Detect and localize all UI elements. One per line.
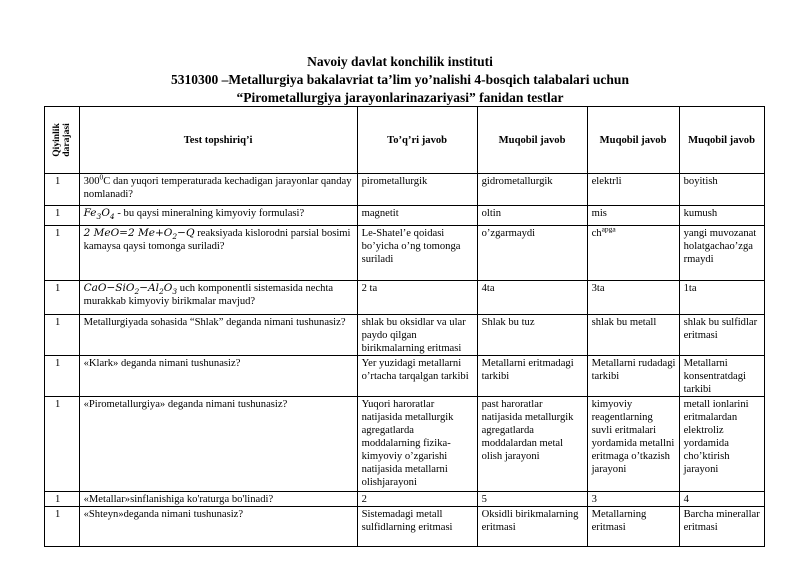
alternative-3-cell: shlak bu sulfidlar eritmasi [679,315,764,356]
alternative-1-cell: o’zgarmaydi [477,226,587,281]
course-title: “Pirometallurgiya jarayonlarinazariyasi” fanidan testlar [236,90,564,105]
alternative-1-cell: 4ta [477,281,587,315]
alternative-2-cell: 3 [587,492,679,507]
correct-answer-cell: Sistemadagi metall sulfidlarning eritmasi [357,507,477,547]
alternative-3-cell: metall ionlarini eritmalardan elektroliz yordamida cho’ktirish jarayoni [679,397,764,492]
level-cell: 1 [45,226,80,281]
alternative-2-cell: elektrli [587,174,679,206]
header-alternative-1: Muqobil javob [477,107,587,174]
level-cell: 1 [45,507,80,547]
table-row [45,174,765,206]
header-task: Test topshiriq’i [79,107,357,174]
correct-answer-cell: Yer yuzidagi metallarni o’rtacha tarqalgan tarkibi [357,356,477,397]
alternative-3-cell: kumush [679,206,764,226]
table-row [45,356,765,397]
header-alternative-2: Muqobil javob [587,107,679,174]
correct-answer-cell: 2 ta [357,281,477,315]
alternative-3-cell: Barcha minerallar eritmasi [679,507,764,547]
table-row [45,226,765,281]
correct-answer-cell: magnetit [357,206,477,226]
alternative-1-cell: past haroratlar natijasida metallurgik agregatlarda moddalardan metal olish jarayoni [477,397,587,492]
question-cell: $CaO-SiO_2-Al_2O_3$ uch komponentli sistemasida nechta murakkab kimyoviy birikmalar mavjud? [79,281,357,315]
question-cell: Metallurgiyada sohasida “Shlak” deganda nimani tushunasiz? [79,315,357,356]
level-cell: 1 [45,397,80,492]
alternative-3-cell: boyitish [679,174,764,206]
table-row [45,206,765,226]
alternative-1-cell: oltin [477,206,587,226]
correct-answer-cell: 2 [357,492,477,507]
level-cell: 1 [45,492,80,507]
question-cell: $300^0C$ dan yuqori temperaturada kechadigan jarayonlar qanday nomlanadi? [79,174,357,206]
alternative-2-cell: $ch^{apga}$ [587,226,679,281]
alternative-3-cell: Metallarni konsentratdagi tarkibi [679,356,764,397]
header-alternative-3: Muqobil javob [679,107,764,174]
table-row [45,315,765,356]
correct-answer-cell: Le-Shatel’e qoidasi bo’yicha o’ng tomonga suriladi [357,226,477,281]
alternative-2-cell: Metallarning eritmasi [587,507,679,547]
alternative-1-cell: Oksidli birikmalarning eritmasi [477,507,587,547]
alternative-2-cell: mis [587,206,679,226]
alternative-2-cell: kimyoviy reagentlarning suvli eritmalari yordamida metallni eritmaga o’tkazish jarayoni [587,397,679,492]
level-cell: 1 [45,206,80,226]
alternative-2-cell: shlak bu metall [587,315,679,356]
header-difficulty-level: Qiyinlik darajasi [45,107,80,174]
header-correct-answer: To’q’ri javob [357,107,477,174]
table-row [45,397,765,492]
question-cell: «Klark» deganda nimani tushunasiz? [79,356,357,397]
alternative-1-cell: 5 [477,492,587,507]
correct-answer-cell: shlak bu oksidlar va ular paydo qilgan birikmalarning eritmasi [357,315,477,356]
level-cell: 1 [45,315,80,356]
alternative-1-cell: gidrometallurgik [477,174,587,206]
level-cell: 1 [45,356,80,397]
question-cell: «Shteyn»deganda nimani tushunasiz? [79,507,357,547]
alternative-1-cell: Metallarni eritmadagi tarkibi [477,356,587,397]
alternative-3-cell: 4 [679,492,764,507]
alternative-2-cell: 3ta [587,281,679,315]
level-cell: 1 [45,174,80,206]
program-title: 5310300 –Metallurgiya bakalavriat ta’lim yo’nalishi 4-bosqich talabalari uchun [171,72,629,87]
table-row [45,492,765,507]
table-row [45,281,765,315]
question-cell: «Metallar»sinflanishiga ko'raturga bo'linadi? [79,492,357,507]
document-header [0,53,800,107]
question-cell: «Pirometallurgiya» deganda nimani tushunasiz? [79,397,357,492]
correct-answer-cell: Yuqori haroratlar natijasida metallurgik agregatlarda moddalarning fizika-kimyoviy o’zgarishi natijasida metallarni olishjarayoni [357,397,477,492]
question-cell: $Fe_3O_4$ - bu qaysi mineralning kimyoviy formulasi? [79,206,357,226]
correct-answer-cell: pirometallurgik [357,174,477,206]
question-cell: 2 MeO=2 $Me+O_2-Q$ reaksiyada kislorodni parsial bosimi kamaysa qaysi tomonga suriladi? [79,226,357,281]
table-row [45,507,765,547]
alternative-3-cell: 1ta [679,281,764,315]
level-cell: 1 [45,281,80,315]
alternative-1-cell: Shlak bu tuz [477,315,587,356]
test-table [44,106,765,547]
institute-title: Navoiy davlat konchilik instituti [307,54,493,69]
table-header-row [45,107,765,174]
alternative-3-cell: yangi muvozanat holatgachao’zga rmaydi [679,226,764,281]
alternative-2-cell: Metallarni rudadagi tarkibi [587,356,679,397]
